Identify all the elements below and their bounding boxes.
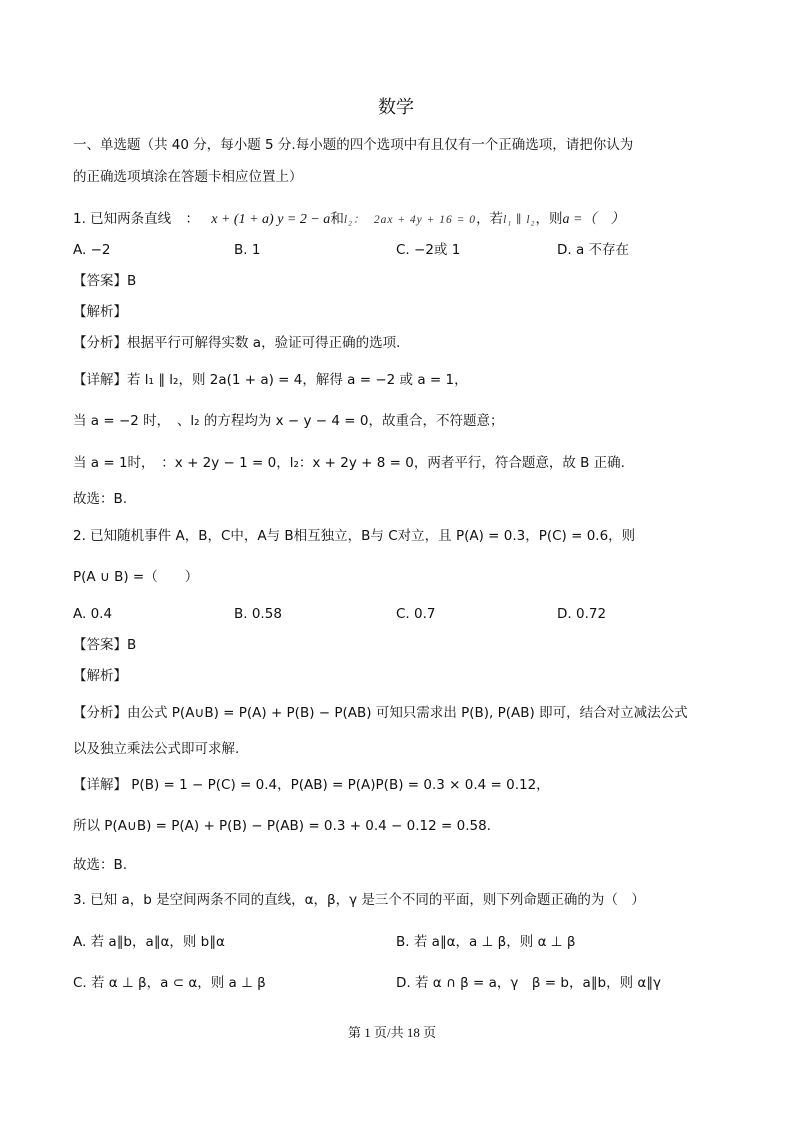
q1-choose: 故选：B. xyxy=(73,491,128,507)
q2-detail: 【详解】 P(B) = 1 − P(C) = 0.4，P(AB) = P(A)P(B) = 0.3 × 0.4 = 0.12， xyxy=(73,777,550,793)
q3-stem: 3. 已知 a，b 是空间两条不同的直线，α，β，γ 是三个不同的平面，则下列命题正确的为（ ） xyxy=(73,892,645,908)
q2-answer: 【答案】B xyxy=(73,637,137,653)
q1-option-a: A. −2 xyxy=(73,242,111,258)
q1-option-b: B. 1 xyxy=(234,242,261,258)
q2-analysis-tag: 【解析】 xyxy=(73,668,127,684)
q1-case2: 当 a = 1时， ：x + 2y − 1 = 0，l₂：x + 2y + 8 = 0，两者平行，符合题意，故 B 正确. xyxy=(73,455,625,471)
q1-analysis: 【分析】根据平行可解得实数 a，验证可得正确的选项. xyxy=(73,335,401,351)
q1-analysis-tag: 【解析】 xyxy=(73,304,127,320)
q1-if: ，若 xyxy=(476,211,504,227)
section-heading-line2: 的正确选项填涂在答题卡相应位置上） xyxy=(73,169,303,185)
q2-analysis-line2: 以及独立乘法公式即可求解. xyxy=(73,741,240,757)
q3-option-a: A. 若 a∥b，a∥α，则 b∥α xyxy=(73,934,225,950)
q1-option-c: C. −2或 1 xyxy=(396,242,461,258)
q2-option-c: C. 0.7 xyxy=(396,606,436,622)
q2-option-a: A. 0.4 xyxy=(73,606,113,622)
q2-option-b: B. 0.58 xyxy=(234,606,282,622)
q3-option-b: B. 若 a∥α，a ⊥ β，则 α ⊥ β xyxy=(396,934,576,950)
q1-stem xyxy=(73,210,624,229)
q1-stem-a: 1. 已知两条直线 xyxy=(73,211,172,227)
page-footer: 第 1 页/共 18 页 xyxy=(348,1025,437,1040)
q1-l2-label: l₂： xyxy=(343,214,366,226)
q1-detail: 【详解】若 l₁ ∥ l₂，则 2a(1 + a) = 4，解得 a = −2 或 a = 1， xyxy=(73,372,468,388)
q1-case1: 当 a = −2 时， 、l₂ 的方程均为 x − y − 4 = 0，故重合，不符题意； xyxy=(73,413,504,429)
q1-option-d: D. a 不存在 xyxy=(557,242,630,258)
q1-parallel: l₁ ∥ l₂ xyxy=(503,214,536,226)
page-title: 数学 xyxy=(378,97,414,118)
q2-choose: 故选：B. xyxy=(73,857,128,873)
q3-option-c: C. 若 α ⊥ β，a ⊂ α，则 a ⊥ β xyxy=(73,975,266,991)
q2-option-d: D. 0.72 xyxy=(557,606,607,622)
q3-option-d: D. 若 α ∩ β = a，γ β = b，a∥b，则 α∥γ xyxy=(396,975,662,991)
q1-and: 和 xyxy=(330,211,344,227)
q1-answer: 【答案】B xyxy=(73,273,137,289)
q2-analysis-line1: 【分析】由公式 P(A∪B) = P(A) + P(B) − P(AB) 可知只需求出 P(B), P(AB) 即可，结合对立减法公式 xyxy=(73,705,688,721)
q1-stem-b: ： xyxy=(185,211,199,227)
q1-l2-equation: 2ax + 4y + 16 = 0 xyxy=(373,214,477,226)
q2-therefore: 所以 P(A∪B) = P(A) + P(B) − P(AB) = 0.3 + 0.4 − 0.12 = 0.58. xyxy=(73,818,491,834)
q2-stem-line1: 2. 已知随机事件 A，B，C中，A与 B相互独立，B与 C对立，且 P(A) = 0.3，P(C) = 0.6，则 xyxy=(73,528,636,544)
section-heading-line1: 一、单选题（共 40 分，每小题 5 分.每小题的四个选项中有且仅有一个正确选项，请把你认为 xyxy=(73,137,634,153)
q2-stem-line2: P(A ∪ B) =（ ） xyxy=(73,569,199,585)
q1-l1-equation: x + (1 + a) y = 2 − a xyxy=(211,212,331,227)
q1-then: ，则 xyxy=(535,211,563,227)
q1-ask: a =（ ） xyxy=(562,212,625,227)
